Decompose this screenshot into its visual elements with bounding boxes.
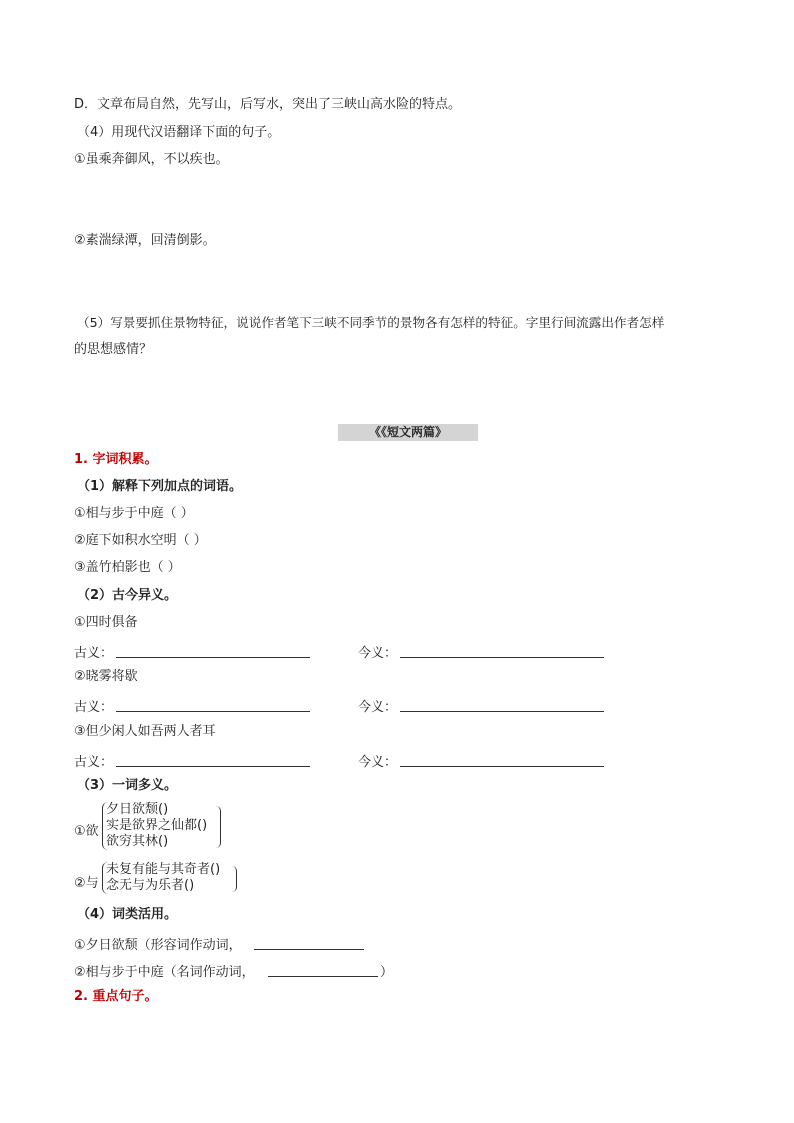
question-5-line-1: （5）写景要抓住景物特征，说说作者笔下三峡不同季节的景物各有怎样的特征。字里行间流露出作者怎样 bbox=[77, 315, 665, 330]
sub-4-text: ①夕日欲颓（形容词作动词， bbox=[74, 938, 242, 953]
sub-2-answer-row bbox=[74, 642, 634, 662]
sub-3-heading: （3）一词多义。 bbox=[77, 778, 178, 793]
gu-label: 古义： bbox=[74, 700, 114, 715]
polysemy-word: ①欲 bbox=[74, 824, 99, 839]
sub-1-heading: （1）解释下列加点的词语。 bbox=[77, 479, 243, 494]
jin-label: 今义： bbox=[358, 646, 398, 661]
polysemy-item: 未复有能与其奇者() bbox=[106, 862, 221, 877]
right-brace bbox=[216, 806, 221, 848]
sub-2-heading: （2）古今异义。 bbox=[77, 588, 178, 603]
sub-2-word: ②晓雾将歇 bbox=[74, 669, 138, 684]
answer-blank[interactable] bbox=[268, 976, 378, 977]
jin-label: 今义： bbox=[358, 755, 398, 770]
sub-1-item: ①相与步于中庭（ ） bbox=[74, 506, 194, 521]
sub-2-word: ③但少闲人如吾两人者耳 bbox=[74, 724, 216, 739]
gu-label: 古义： bbox=[74, 646, 114, 661]
sub-4-item bbox=[74, 961, 414, 981]
close-paren: ） bbox=[380, 965, 394, 980]
polysemy-list bbox=[102, 862, 220, 894]
question-4: （4）用现代汉语翻译下面的句子。 bbox=[77, 125, 281, 140]
gu-blank[interactable] bbox=[116, 766, 310, 767]
sub-1-item: ③盖竹柏影也（ ） bbox=[74, 560, 181, 575]
question-4-item-2: ②素湍绿潭，回清倒影。 bbox=[74, 233, 216, 248]
gu-blank[interactable] bbox=[116, 711, 310, 712]
polysemy-item: 欲穷其林() bbox=[106, 834, 169, 849]
polysemy-item: 夕日欲颓() bbox=[106, 802, 169, 817]
jin-blank[interactable] bbox=[400, 766, 604, 767]
sub-4-item bbox=[74, 934, 394, 954]
sub-4-text: ②相与步于中庭（名词作动词， bbox=[74, 965, 255, 980]
jin-blank[interactable] bbox=[400, 657, 604, 658]
jin-blank[interactable] bbox=[400, 711, 604, 712]
answer-blank[interactable] bbox=[254, 949, 364, 950]
sub-1-item: ②庭下如积水空明（ ） bbox=[74, 533, 207, 548]
section-2-heading: 2. 重点句子。 bbox=[74, 989, 158, 1004]
sub-2-answer-row bbox=[74, 751, 634, 771]
polysemy-word: ②与 bbox=[74, 876, 99, 891]
right-brace bbox=[232, 866, 237, 892]
sub-4-heading: （4）词类活用。 bbox=[77, 907, 178, 922]
section-1-heading: 1. 字词积累。 bbox=[74, 452, 158, 467]
polysemy-item: 念无与为乐者() bbox=[106, 878, 195, 893]
gu-label: 古义： bbox=[74, 755, 114, 770]
question-5-line-2: 的思想感情？ bbox=[74, 342, 153, 357]
section-banner: 《《短文两篇》 bbox=[338, 424, 478, 441]
polysemy-list bbox=[102, 802, 207, 850]
gu-blank[interactable] bbox=[116, 657, 310, 658]
option-d: D．文章布局自然，先写山，后写水，突出了三峡山高水险的特点。 bbox=[74, 97, 462, 112]
sub-2-word: ①四时俱备 bbox=[74, 615, 138, 630]
question-4-item-1: ①虽乘奔御风，不以疾也。 bbox=[74, 152, 229, 167]
polysemy-item: 实是欲界之仙都() bbox=[106, 818, 208, 833]
sub-2-answer-row bbox=[74, 696, 634, 716]
jin-label: 今义： bbox=[358, 700, 398, 715]
